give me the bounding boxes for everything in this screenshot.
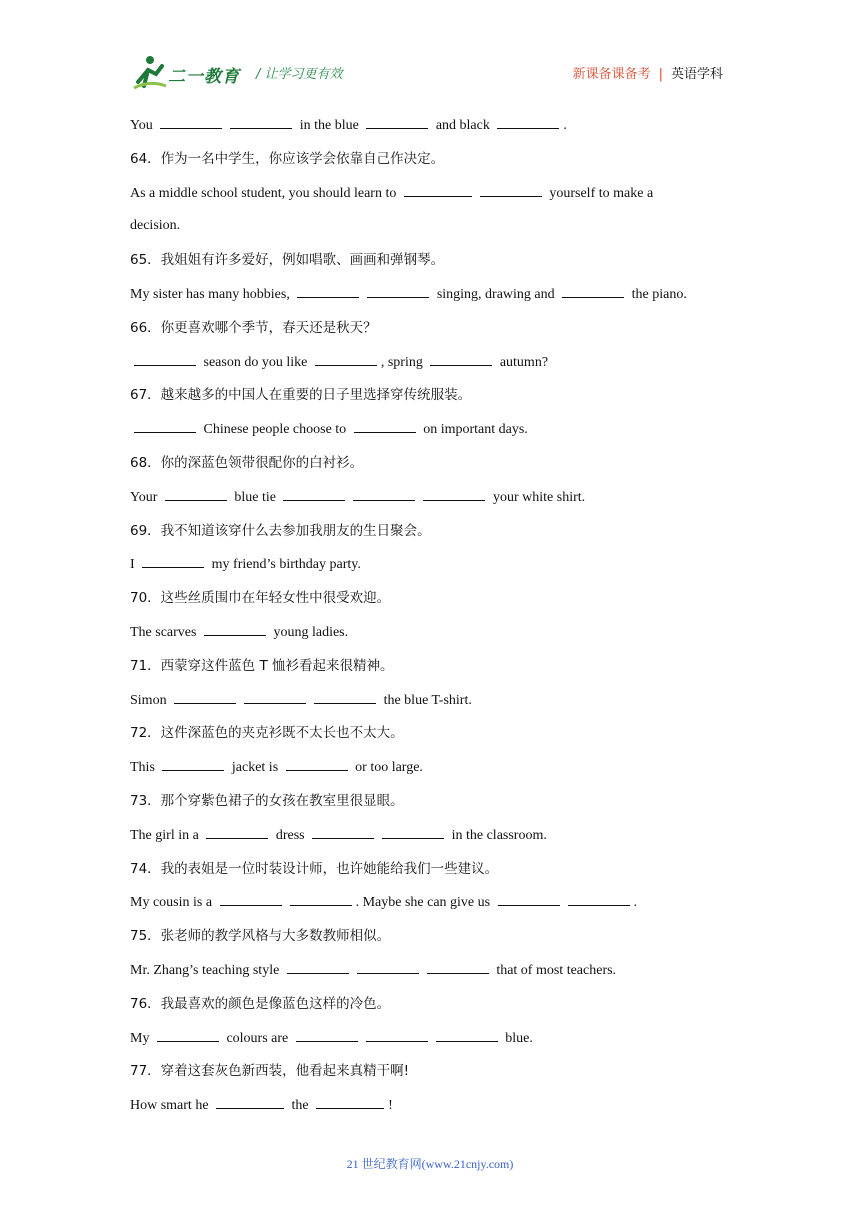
- answer-blank[interactable]: [142, 555, 204, 568]
- answer-blank[interactable]: [220, 893, 282, 906]
- answer-line: [130, 623, 348, 642]
- answer-text: Mr. Zhang’s teaching style: [130, 963, 283, 978]
- answer-blank[interactable]: [404, 184, 472, 197]
- question-prompt: 73．那个穿紫色裙子的女孩在教室里很显眼。: [130, 793, 404, 809]
- answer-blank[interactable]: [497, 116, 559, 129]
- header-subject-label: 英语学科: [670, 67, 723, 82]
- answer-blank[interactable]: [165, 488, 227, 501]
- answer-blank[interactable]: [296, 1029, 358, 1042]
- header-subject: [573, 63, 723, 82]
- answer-text: in the classroom.: [448, 827, 547, 843]
- answer-blank[interactable]: [283, 488, 345, 501]
- answer-text: dress: [272, 827, 309, 843]
- answer-blank[interactable]: [568, 893, 630, 906]
- answer-blank[interactable]: [423, 488, 485, 501]
- answer-blank[interactable]: [436, 1029, 498, 1042]
- answer-blank[interactable]: [290, 893, 352, 906]
- answer-text: colours are: [222, 1030, 292, 1046]
- answer-blank[interactable]: [286, 758, 348, 771]
- answer-text: the blue T-shirt.: [380, 692, 472, 708]
- answer-blank[interactable]: [382, 826, 444, 839]
- answer-line: [130, 826, 547, 845]
- answer-blank[interactable]: [174, 691, 236, 704]
- question-prompt: 75．张老师的教学风格与大多数教师相似。: [130, 928, 391, 945]
- answer-blank[interactable]: [134, 353, 196, 366]
- answer-blank[interactable]: [367, 285, 429, 298]
- answer-line: [130, 217, 180, 235]
- answer-line: [130, 961, 616, 980]
- answer-blank[interactable]: [480, 184, 542, 197]
- page-footer: 21 世纪教育网(www.21cnjy.com): [346, 1157, 514, 1171]
- logo-text: 二一教育: [168, 67, 240, 87]
- answer-line: [130, 116, 567, 135]
- question-prompt: 72．这件深蓝色的夹克衫既不太长也不太大。: [130, 725, 404, 742]
- answer-blank[interactable]: [216, 1096, 284, 1109]
- question-prompt: 74．我的表姐是一位时装设计师，也许她能给我们一些建议。: [130, 860, 499, 877]
- question-prompt: 68．你的深蓝色领带很配你的白衬衫。: [130, 455, 364, 471]
- answer-blank[interactable]: [244, 691, 306, 704]
- question-prompt: 64．作为一名中学生，你应该学会依靠自己作决定。: [130, 150, 445, 167]
- answer-blank[interactable]: [297, 285, 359, 298]
- answer-line: [130, 555, 361, 574]
- answer-text: , spring: [380, 354, 427, 370]
- answer-text: singing, drawing and: [433, 287, 559, 302]
- answer-text: that of most teachers.: [492, 963, 617, 978]
- answer-text: You: [130, 118, 157, 133]
- answer-blank[interactable]: [230, 116, 292, 129]
- answer-text: young ladies.: [269, 625, 349, 640]
- answer-blank[interactable]: [162, 758, 224, 771]
- answer-blank[interactable]: [357, 961, 419, 974]
- answer-line: [130, 691, 472, 710]
- answer-line: [130, 1029, 533, 1048]
- answer-blank[interactable]: [157, 1029, 219, 1042]
- answer-text: jacket is: [228, 760, 282, 776]
- answer-blank[interactable]: [134, 420, 196, 433]
- answer-text: on important days.: [419, 422, 528, 438]
- answer-blank[interactable]: [366, 116, 428, 129]
- answer-blank[interactable]: [427, 961, 489, 974]
- answer-blank[interactable]: [562, 285, 624, 298]
- answer-blank[interactable]: [366, 1029, 428, 1042]
- answer-text: .: [563, 118, 567, 133]
- answer-text: . Maybe she can give us: [355, 895, 494, 911]
- answer-blank[interactable]: [314, 691, 376, 704]
- answer-line: [130, 488, 585, 507]
- answer-blank[interactable]: [315, 353, 377, 366]
- answer-blank[interactable]: [312, 826, 374, 839]
- answer-text: The girl in a: [130, 827, 203, 843]
- answer-text: My cousin is a: [130, 895, 216, 911]
- answer-text: How smart he: [130, 1098, 213, 1114]
- answer-text: the: [288, 1098, 313, 1114]
- answer-line: [130, 758, 423, 777]
- answer-line: [130, 285, 687, 304]
- answer-text: season do you like: [200, 354, 311, 370]
- answer-text: blue.: [501, 1030, 533, 1046]
- answer-text: This: [130, 760, 159, 776]
- answer-text: As a middle school student, you should learn to: [130, 185, 400, 201]
- answer-line: [130, 184, 653, 203]
- answer-text: and black: [432, 118, 494, 133]
- answer-text: I: [130, 557, 139, 573]
- answer-blank[interactable]: [353, 488, 415, 501]
- answer-text: autumn?: [496, 354, 549, 370]
- answer-text: My sister has many hobbies,: [130, 287, 294, 302]
- answer-blank[interactable]: [316, 1096, 384, 1109]
- answer-text: yourself to make a: [545, 185, 654, 201]
- answer-text: the piano.: [628, 287, 687, 302]
- question-prompt: 69．我不知道该穿什么去参加我朋友的生日聚会。: [130, 522, 431, 539]
- answer-text: blue tie: [230, 489, 280, 505]
- answer-line: [130, 420, 528, 439]
- answer-text: your white shirt.: [489, 489, 586, 505]
- answer-blank[interactable]: [354, 420, 416, 433]
- answer-line: [130, 893, 637, 912]
- answer-text: !: [388, 1098, 393, 1114]
- answer-line: [130, 1096, 393, 1115]
- answer-blank[interactable]: [498, 893, 560, 906]
- answer-text: Your: [130, 489, 161, 505]
- answer-blank[interactable]: [430, 353, 492, 366]
- answer-text: decision.: [130, 218, 181, 234]
- question-prompt: 67．越来越多的中国人在重要的日子里选择穿传统服装。: [130, 387, 472, 404]
- question-prompt: 77．穿着这套灰色新西装，他看起来真精干啊!: [130, 1063, 410, 1080]
- question-prompt: 71．西蒙穿这件蓝色 T 恤衫看起来很精神。: [130, 657, 394, 674]
- question-prompt: 76．我最喜欢的颜色是像蓝色这样的冷色。: [130, 995, 391, 1012]
- answer-text: Simon: [130, 692, 171, 708]
- answer-text: in the blue: [296, 118, 363, 133]
- question-prompt: 70．这些丝质围巾在年轻女性中很受欢迎。: [130, 590, 391, 607]
- answer-blank[interactable]: [287, 961, 349, 974]
- page-header: [0, 0, 860, 100]
- header-separator: |: [658, 67, 663, 82]
- slogan: / 让学习更有效: [256, 67, 343, 82]
- question-prompt: 65．我姐姐有许多爱好，例如唱歌、画画和弹钢琴。: [130, 252, 445, 269]
- answer-blank[interactable]: [206, 826, 268, 839]
- header-course-label: 新课备课备考: [572, 67, 651, 82]
- answer-text: The scarves: [130, 625, 200, 640]
- answer-text: Chinese people choose to: [200, 422, 350, 438]
- answer-blank[interactable]: [160, 116, 222, 129]
- answer-text: My: [130, 1030, 153, 1046]
- answer-blank[interactable]: [204, 623, 266, 636]
- answer-text: my friend’s birthday party.: [208, 557, 361, 573]
- answer-text: .: [633, 895, 638, 911]
- answer-line: [130, 353, 548, 372]
- question-prompt: 66．你更喜欢哪个季节，春天还是秋天？: [130, 319, 377, 336]
- answer-text: or too large.: [351, 760, 423, 776]
